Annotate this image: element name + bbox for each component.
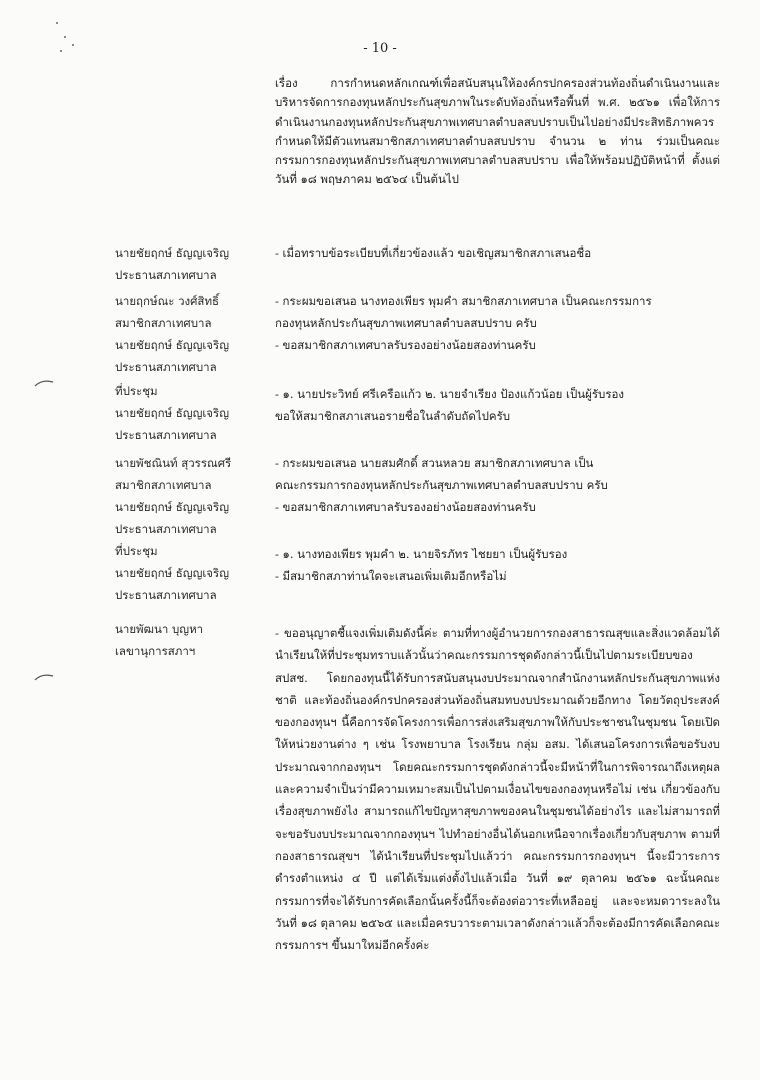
speech-line: - ๑. นางทองเพียร พุมคำ ๒. นายจิรภัทร ไชยยา เป็นผู้รับรอง (275, 547, 568, 561)
speaker-name: ที่ประชุม (115, 544, 158, 558)
speaker-role: ประธานสภาเทศบาล (115, 588, 217, 602)
speaker-role: เลขานุการสภาฯ (115, 644, 196, 658)
speech-line: คณะกรรมการกองทุนหลักประกันสุขภาพเทศบาลตำบลสบปราบ ครับ (275, 478, 608, 492)
speech-block (275, 290, 720, 334)
speaker-block (115, 290, 265, 334)
speech-block (275, 334, 720, 356)
speaker-block (115, 242, 265, 286)
speaker-role: ประธานสภาเทศบาล (115, 522, 217, 536)
speaker-block (115, 618, 265, 662)
speaker-block (115, 380, 265, 402)
speech-block (275, 242, 720, 264)
speaker-block (115, 562, 265, 606)
speaker-name: นายชัยฤกษ์ ธัญญเจริญ (115, 500, 230, 514)
speaker-name: นายฤกษ์ณะ วงศ์สิทธิ์ (115, 294, 220, 308)
speech-line: - ขอสมาชิกสภาเทศบาลรับรองอย่างน้อยสองท่านครับ (275, 500, 536, 514)
margin-pencil-mark-bottom (34, 672, 54, 682)
speaker-role: สมาชิกสภาเทศบาล (115, 316, 212, 330)
scan-speck (56, 22, 58, 24)
speech-line: - มีสมาชิกสภาท่านใดจะเสนอเพิ่มเติมอีกหรือไม่ (275, 569, 507, 583)
speech-block (275, 496, 720, 518)
speech-line: - ๑. นายประวิทย์ ศรีเครือแก้ว ๒. นายจำเรียง ป้องแก้วน้อย เป็นผู้รับรอง (275, 387, 625, 401)
speaker-role: ประธานสภาเทศบาล (115, 268, 217, 282)
speaker-name: ที่ประชุม (115, 384, 158, 398)
speaker-role: ประธานสภาเทศบาล (115, 360, 217, 374)
speech-block (275, 543, 720, 565)
speech-line: - กระผมขอเสนอ นายสมศักดิ์ สวนหลวย สมาชิกสภาเทศบาล เป็น (275, 456, 594, 470)
speech-block (275, 383, 720, 405)
margin-pencil-mark-top (34, 378, 54, 388)
speaker-block (115, 496, 265, 540)
speaker-name: นายชัยฤกษ์ ธัญญเจริญ (115, 406, 230, 420)
speech-line: - กระผมขอเสนอ นางทองเพียร พุมคำ สมาชิกสภาเทศบาล เป็นคณะกรรมการ (275, 294, 652, 308)
speaker-role: ประธานสภาเทศบาล (115, 428, 217, 442)
speaker-name: นายพัฒนา บุญหา (115, 622, 204, 636)
speaker-block (115, 452, 265, 496)
intro-paragraph: เรื่อง การกำหนดหลักเกณฑ์เพื่อสนับสนุนให้องค์กรปกครองส่วนท้องถิ่นดำเนินงานและบริหารจัดการกองทุนหลักประกันสุขภาพในระดับท้องถิ่นหรือพื้นที่ พ.ศ. ๒๕๖๑ เพื่อให้การดำเนินงานกองทุนหลักประกันสุขภาพเทศบาลตำบลสบปราบเป็นไปอย่างมีประสิทธิภาพควรกำหนดให้มีตัวแทนสมาชิกสภาเทศบาลตำบลสบปราบ จำนวน ๒ ท่าน ร่วมเป็นคณะกรรมการกองทุนหลักประกันสุขภาพเทศบาลตำบลสบปราบ เพื่อให้พร้อมปฏิบัติหน้าที่ ตั้งแต่วันที่ ๑๘ พฤษภาคม ๒๕๖๔ เป็นต้นไป (275, 76, 720, 187)
speaker-block (115, 334, 265, 378)
speech-block (275, 452, 720, 496)
speech-block (275, 405, 720, 427)
speech-block (275, 565, 720, 587)
speaker-name: นายชัยฤกษ์ ธัญญเจริญ (115, 338, 230, 352)
speaker-block (115, 402, 265, 446)
speech-line: กองทุนหลักประกันสุขภาพเทศบาลตำบลสบปราบ ครับ (275, 316, 537, 330)
speech-line: ขอให้สมาชิกสภาเสนอรายชื่อในลำดับถัดไปครับ (275, 409, 511, 423)
speaker-role: สมาชิกสภาเทศบาล (115, 478, 212, 492)
speaker-name: นายชัยฤกษ์ ธัญญเจริญ (115, 566, 230, 580)
page-number: - 10 - (363, 41, 397, 56)
speaker-name: นายพัชณินท์ สุวรรณศรี (115, 456, 232, 470)
speaker-block (115, 540, 265, 562)
speaker-name: นายชัยฤกษ์ ธัญญเจริญ (115, 246, 230, 260)
secretary-explanation: - ขออนุญาตชี้แจงเพิ่มเติมดังนี้ค่ะ ตามที่ทางผู้อำนวยการกองสาธารณสุขและสิ่งแวดล้อมได้นำเรียนให้ที่ประชุมทราบแล้วนั้นว่าคณะกรรมการชุดดังกล่าวนี้เป็นไปตามระเบียบของ สปสช. โดยกองทุนนี้ได้รับการสนับสนุนงบประมาณจากสำนักงานหลักประกันสุขภาพแห่งชาติ และท้องถิ่นองค์กรปกครองส่วนท้องถิ่นสมทบงบประมาณด้วยอีกทาง โดยวัตถุประสงค์ของกองทุนฯ นี้คือการจัดโครงการเพื่อการส่งเสริมสุขภาพให้กับประชาชนในชุมชน โดยเปิดให้หน่วยงานต่าง ๆ เช่น โรงพยาบาล โรงเรียน กลุ่ม อสม. ได้เสนอโครงการเพื่อขอรับงบประมาณจากกองทุนฯ โดยคณะกรรมการชุดดังกล่าวนี้จะมีหน้าที่ในการพิจารณาถึงเหตุผลและความจำเป็นว่ามีความเหมาะสมเป็นไปตามเงื่อนไขของกองทุนหรือไม่ เช่น เกี่ยวข้องกับเรื่องสุขภาพยังไง สามารถแก้ไขปัญหาสุขภาพของคนในชุมชนได้อย่างไร และไม่สามารถที่จะขอรับงบประมาณจากกองทุนฯ ไปทำอย่างอื่นได้นอกเหนือจากเรื่องเกี่ยวกับสุขภาพ ตามที่กองสาธารณสุขฯ ได้นำเรียนที่ประชุมไปแล้วว่า คณะกรรมการกองทุนฯ นี้จะมีวาระการดำรงตำแหน่ง ๔ ปี แต่ได้เริ่มแต่งตั้งไปแล้วเมื่อ วันที่ ๑๙ ตุลาคม ๒๕๖๑ ฉะนั้นคณะกรรมการที่จะได้รับการคัดเลือกนั้นครั้งนี้ก็จะต้องต่อวาระที่เหลืออยู่ และจะหมดวาระลงในวันที่ ๑๘ ตุลาคม ๒๕๖๕ และเมื่อครบวาระตามเวลาดังกล่าวแล้วก็จะต้องมีการคัดเลือกคณะกรรมการฯ ขึ้นมาใหม่อีกครั้งค่ะ (275, 626, 720, 953)
scan-speck (64, 36, 66, 38)
speech-line: - เมื่อทราบข้อระเบียบที่เกี่ยวข้องแล้ว ขอเชิญสมาชิกสภาเสนอชื่อ (275, 246, 592, 260)
speech-line: - ขอสมาชิกสภาเทศบาลรับรองอย่างน้อยสองท่านครับ (275, 338, 536, 352)
